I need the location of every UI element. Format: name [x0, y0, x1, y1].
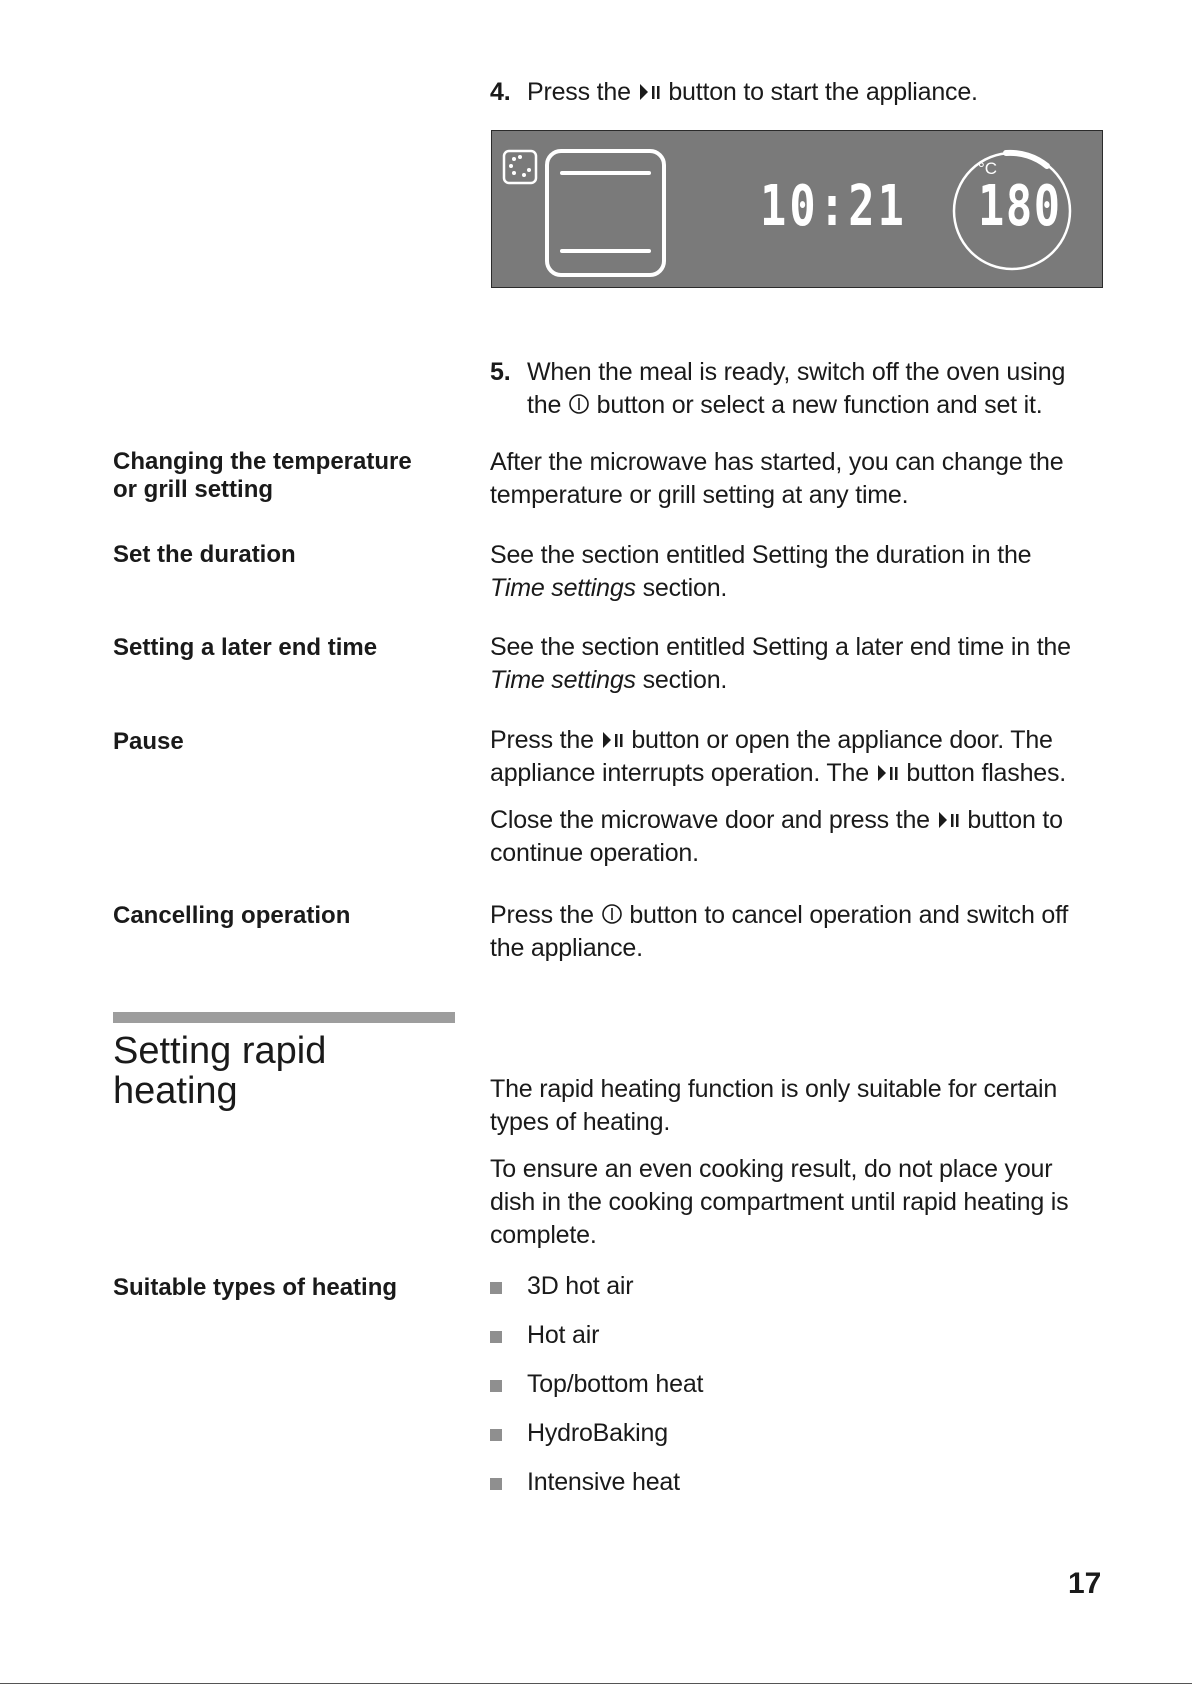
celsius-unit: °C	[978, 159, 998, 178]
oven-cavity-icon	[547, 151, 664, 275]
power-icon	[568, 393, 590, 415]
step-5	[490, 356, 1130, 422]
list-item: 3D hot air	[490, 1270, 990, 1319]
bullet-square	[490, 1282, 502, 1294]
step-text-end: button to start the appliance.	[668, 78, 978, 106]
bullet-square	[490, 1380, 502, 1392]
section-label-suitable-types: Suitable types of heating	[113, 1274, 398, 1301]
step-4	[490, 76, 978, 109]
section-label-pause: Pause	[113, 728, 184, 755]
step-number: 4.	[490, 78, 511, 106]
section-text-end-time: See the section entitled Setting a later end time in the Time settings section.	[490, 633, 1071, 694]
step-number: 5.	[490, 358, 511, 386]
page-number: 17	[1068, 1567, 1102, 1600]
section-text-pause: Press the button or open the appliance door. The appliance interrupts operation. The button flashes. Close the microwave door and press the button to continue operation.	[490, 726, 1067, 867]
rapid-heating-icon	[504, 151, 536, 183]
step-text-2: the	[527, 391, 562, 419]
list-item: Intensive heat	[490, 1466, 990, 1515]
section-label-end-time: Setting a later end time	[113, 634, 378, 661]
step-text-3: button or select a new function and set it.	[596, 391, 1043, 419]
section-label-duration: Set the duration	[113, 541, 296, 568]
heating-types-list	[490, 1270, 990, 1515]
list-item: Top/bottom heat	[490, 1368, 990, 1417]
start-pause-icon	[876, 763, 900, 783]
bullet-square	[490, 1429, 502, 1441]
list-item: Hot air	[490, 1319, 990, 1368]
time-readout: 10:21	[760, 174, 908, 239]
section-text-cancel: Press the button to cancel operation and switch off the appliance.	[490, 901, 1069, 962]
section-text-duration: See the section entitled Setting the duration in the Time settings section.	[490, 541, 1032, 602]
bullet-square	[490, 1331, 502, 1343]
oven-display-panel	[491, 130, 1103, 288]
page-bottom-rule	[0, 1683, 1192, 1684]
step-text: When the meal is ready, switch off the oven using	[527, 358, 1066, 386]
start-pause-icon	[937, 810, 961, 830]
rapid-heating-intro: The rapid heating function is only suitable for certain types of heating. To ensure an even cooking result, do not place your dish in the cooking compartment until rapid heating is complete.	[490, 1075, 1069, 1249]
section-label-cancel: Cancelling operation	[113, 902, 351, 929]
start-pause-icon	[601, 730, 625, 750]
step-text: Press the	[527, 78, 631, 106]
bullet-square	[490, 1478, 502, 1490]
power-icon	[601, 903, 623, 925]
list-item: HydroBaking	[490, 1417, 990, 1466]
start-pause-icon	[638, 82, 662, 102]
section-heading-rapid-heating: Setting rapid heating	[113, 1030, 327, 1112]
section-text-change-temperature: After the microwave has started, you can change the temperature or grill setting at any time.	[490, 448, 1064, 509]
section-divider-bar	[113, 1012, 455, 1023]
section-label-change-temperature: Changing the temperature or grill setting	[113, 448, 412, 503]
temperature-readout: 180	[978, 174, 1062, 239]
